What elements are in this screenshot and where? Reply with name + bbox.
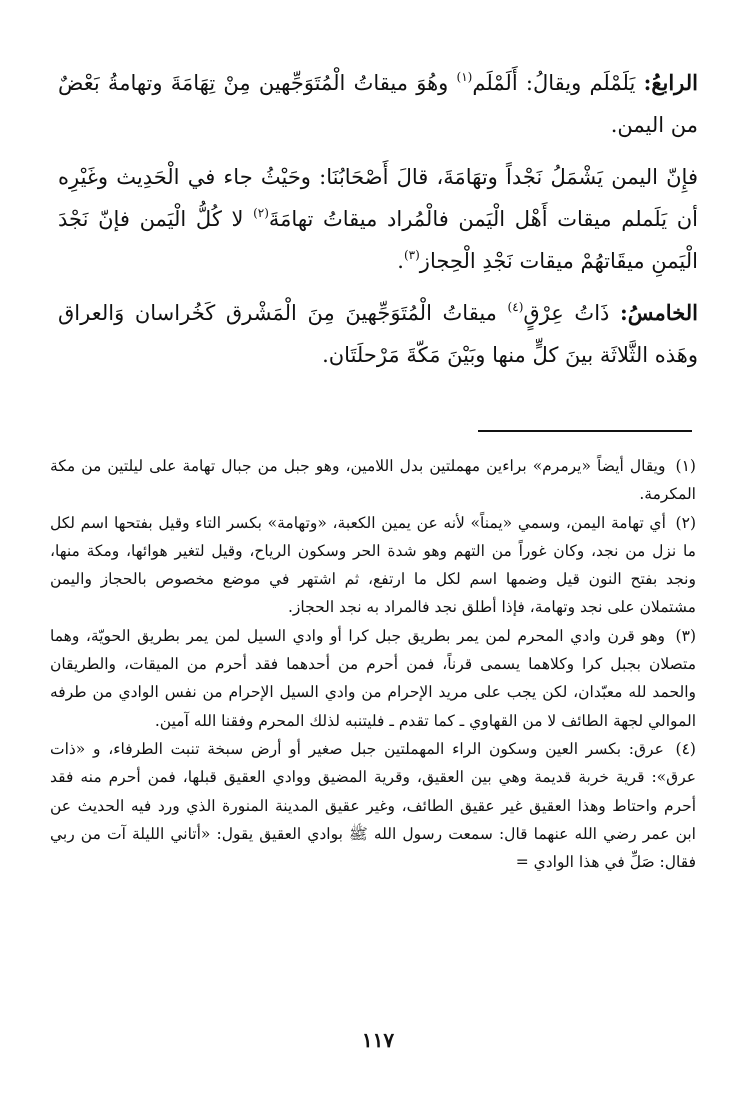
footnote-text: وهو قرن وادي المحرم لمن يمر بطريق جبل كرا أو وادي السيل لمن يمر بطريق الحويّة، وهما متصلان بجبل كرا وكلاهما يسمى قرناً، فمن أحرم من أحدهما فقد أحرم من الميقات، والطريقان والحمد لله معبّدان، لكن يجب على مريد الإحرام من وادي السيل الإحرام من نفس الوادي من طرفه الموالي لجهة الطائف لا من القهاوي ـ كما تقدم ـ فليتنبه لذلك المحرم وفقنا الله آمين. (50, 626, 696, 730)
footnote-1 (50, 452, 696, 509)
footnote-divider (478, 430, 692, 432)
paragraph-text: يَلَمْلَم ويقالُ: أَلَمْلَم (472, 71, 636, 95)
footnote-4 (50, 735, 696, 876)
main-text (58, 62, 698, 386)
paragraph-khamis (58, 292, 698, 376)
paragraph-term: الرابعُ: (643, 70, 698, 95)
footnote-2 (50, 509, 696, 622)
footnote-number: (٣) (675, 626, 696, 645)
footnote-marker: (٤) (507, 300, 524, 314)
footnote-3 (50, 622, 696, 735)
paragraph-yemen (58, 156, 698, 282)
paragraph-text: فإِنّ اليمن يَشْمَلُ نَجْداً وتهَامَةَ، قالَ أَصْحَابُنَا: وحَيْثُ جاء في الْحَدِيث وغَيْرِه أن يَلَملم ميقات أَهْل الْيَمن فالْمُراد ميقاتُ تهامَةَ (58, 165, 699, 231)
paragraph-rabi (58, 62, 698, 146)
footnote-marker: (١) (456, 70, 473, 84)
footnote-number: (١) (675, 457, 696, 475)
paragraph-text: لا كُلُّ الْيَمن فإنّ نَجْدَ الْيَمنِ ميقَاتهُمْ ميقات نَجْدِ الْحِجاز (58, 207, 698, 273)
footnote-number: (٢) (675, 513, 696, 532)
paragraph-text: ذَاتُ عِرْقٍ (523, 301, 610, 325)
page-number: ١١٧ (361, 1028, 395, 1052)
footnote-text: أي تهامة اليمن، وسمي «يمناً» لأنه عن يمين الكعبة، «وتهامة» بكسر التاء وقيل بفتحها اسم لكل ما نزل من نجد، وكان غوراً من التهم وهو شدة الحر وسكون الرياح، وقيل لتغير هوائها، ومكة منها، ونجد بفتح النون قيل وضمها اسم لكل ما ارتفع، ثم اشتهر في موضع مخصوص بالحجاز واليمن مشتملان على نجد وتهامة، فإذا أطلق نجد فالمراد به نجد الحجاز. (50, 513, 696, 617)
footnote-number: (٤) (675, 739, 696, 758)
footnote-text: ويقال أيضاً «يرمرم» براءين مهملتين بدل اللامين، وهو جبل من جبال تهامة على ليلتين من مكة المكرمة. (50, 457, 696, 504)
footnote-text: عرق: بكسر العين وسكون الراء المهملتين جبل صغير أو أرض سبخة تنبت الطرفاء، و «ذات عرق»: قرية خربة قديمة وهي بين العقيق، وقرية المضيق ووادي العقيق قبلها، فمن أحرم منه فقد أحرم واحتاط وهذا العقيق غير عقيق الطائف، وغير عقيق المدينة المنورة الذي ورد فيه الحديث عن ابن عمر رضي الله عنهما قال: سمعت رسول الله ﷺ بوادي العقيق يقول: «أتاني الليلة آت من ربي فقال: صَلِّ في هذا الوادي = (50, 739, 696, 872)
paragraph-term: الخامسُ: (620, 300, 698, 325)
paragraph-text: وهُوَ ميقاتُ الْمُتَوَجِّهين مِنْ تِهَامَةَ وتهامةُ بَعْضٌ من اليمن. (58, 71, 698, 137)
footnotes (50, 452, 696, 876)
footnote-marker: (٣) (403, 248, 420, 262)
paragraph-text: . (397, 249, 404, 273)
paragraph-text: ميقاتُ الْمُتَوَجِّهينَ مِنَ الْمَشْرق كَخُراسان وَالعراق وهَذه الثَّلاثَة بينَ كلٍّ منها وبَيْنَ مَكّةَ مَرْحلَتَان. (58, 301, 698, 367)
footnote-marker: (٢) (253, 206, 269, 220)
